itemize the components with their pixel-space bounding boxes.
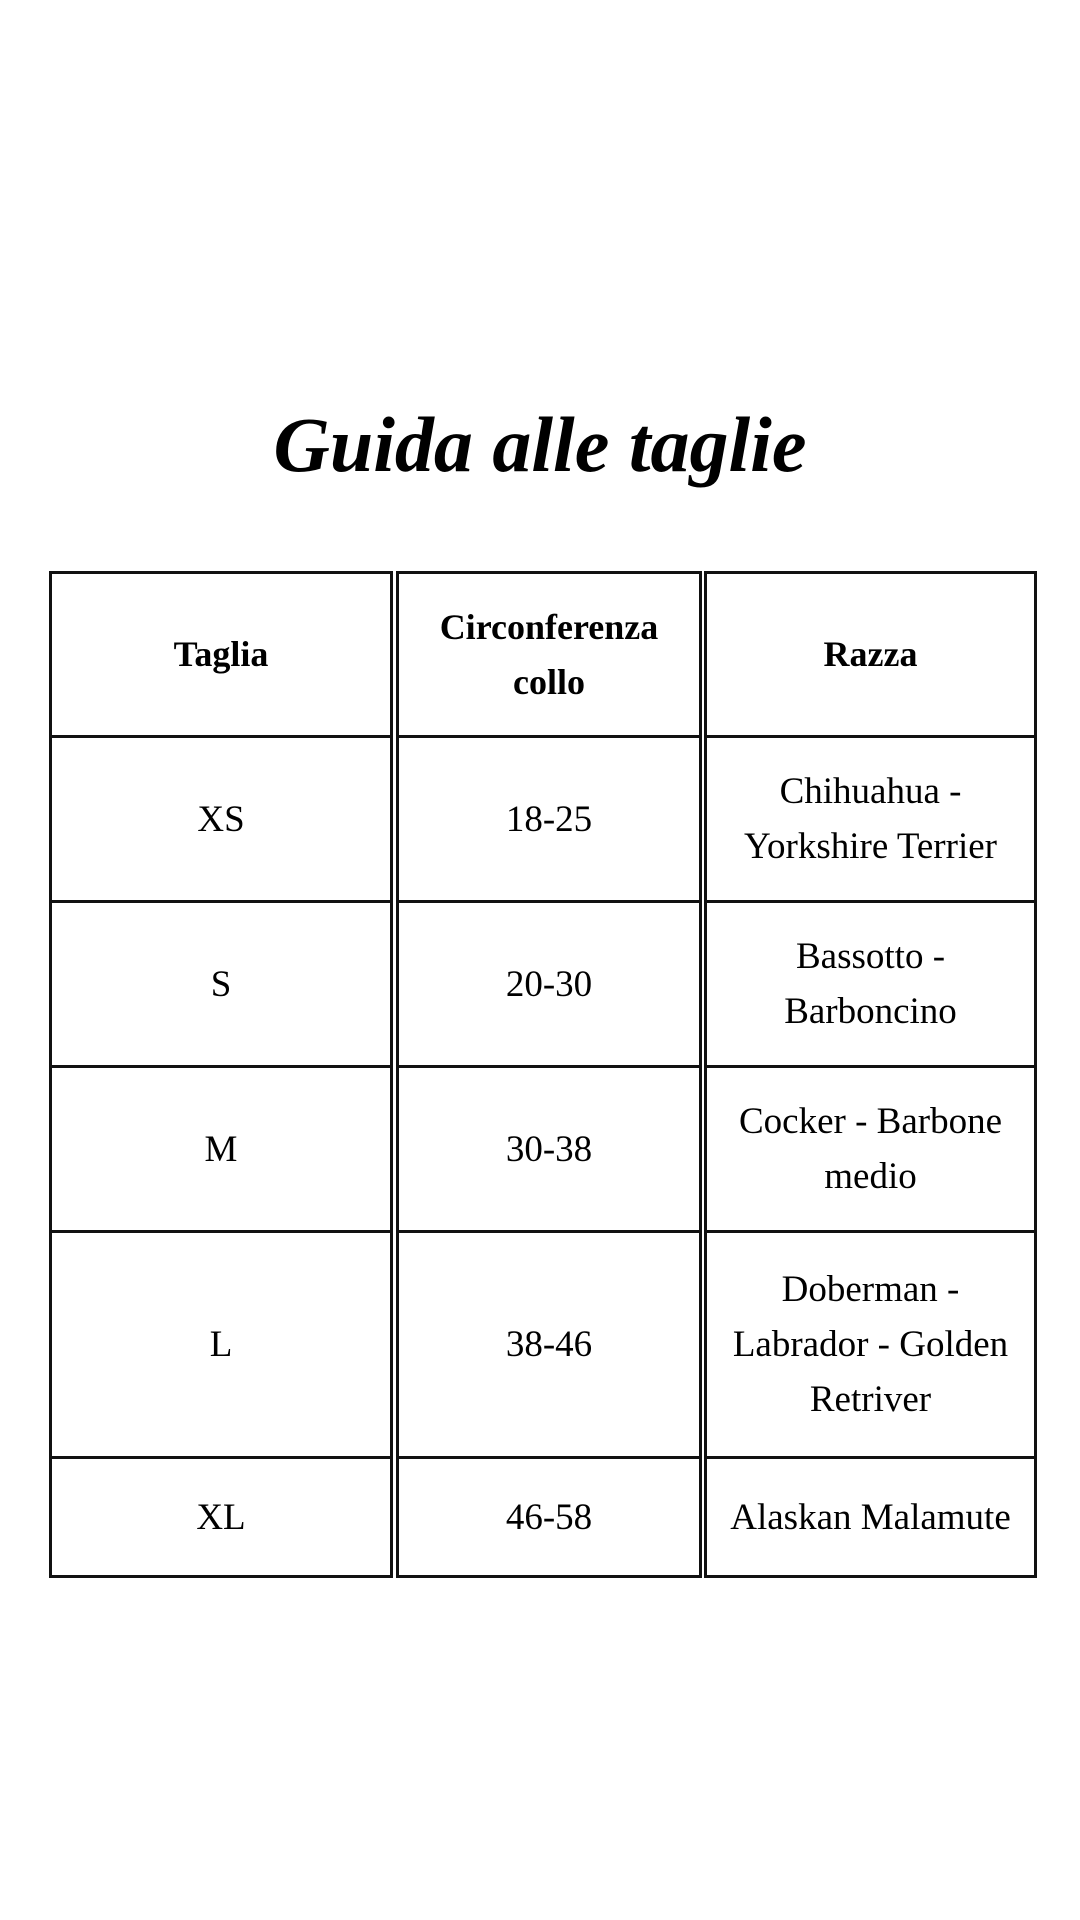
header-cell-neck-circumference: Circonferenza collo: [396, 571, 702, 738]
table-cell-size: XL: [49, 1456, 393, 1578]
header-cell-breed: Razza: [704, 571, 1037, 738]
table-cell-neck: 30-38: [396, 1065, 702, 1233]
table-cell-breed: Cocker - Barbone medio: [704, 1065, 1037, 1233]
table-cell-breed: Bassotto - Barboncino: [704, 900, 1037, 1068]
table-cell-neck: 46-58: [396, 1456, 702, 1578]
table-cell-size: M: [49, 1065, 393, 1233]
table-cell-breed: Doberman - Labrador - Golden Retriver: [704, 1230, 1037, 1459]
table-cell-breed: Alaskan Malamute: [704, 1456, 1037, 1578]
table-cell-neck: 20-30: [396, 900, 702, 1068]
table-cell-neck: 18-25: [396, 735, 702, 903]
table-cell-breed: Chihuahua - Yorkshire Terrier: [704, 735, 1037, 903]
table-cell-size: S: [49, 900, 393, 1068]
table-cell-size: XS: [49, 735, 393, 903]
table-cell-neck: 38-46: [396, 1230, 702, 1459]
page-title: Guida alle taglie: [273, 401, 807, 488]
table-cell-size: L: [49, 1230, 393, 1459]
header-cell-size: Taglia: [49, 571, 393, 738]
